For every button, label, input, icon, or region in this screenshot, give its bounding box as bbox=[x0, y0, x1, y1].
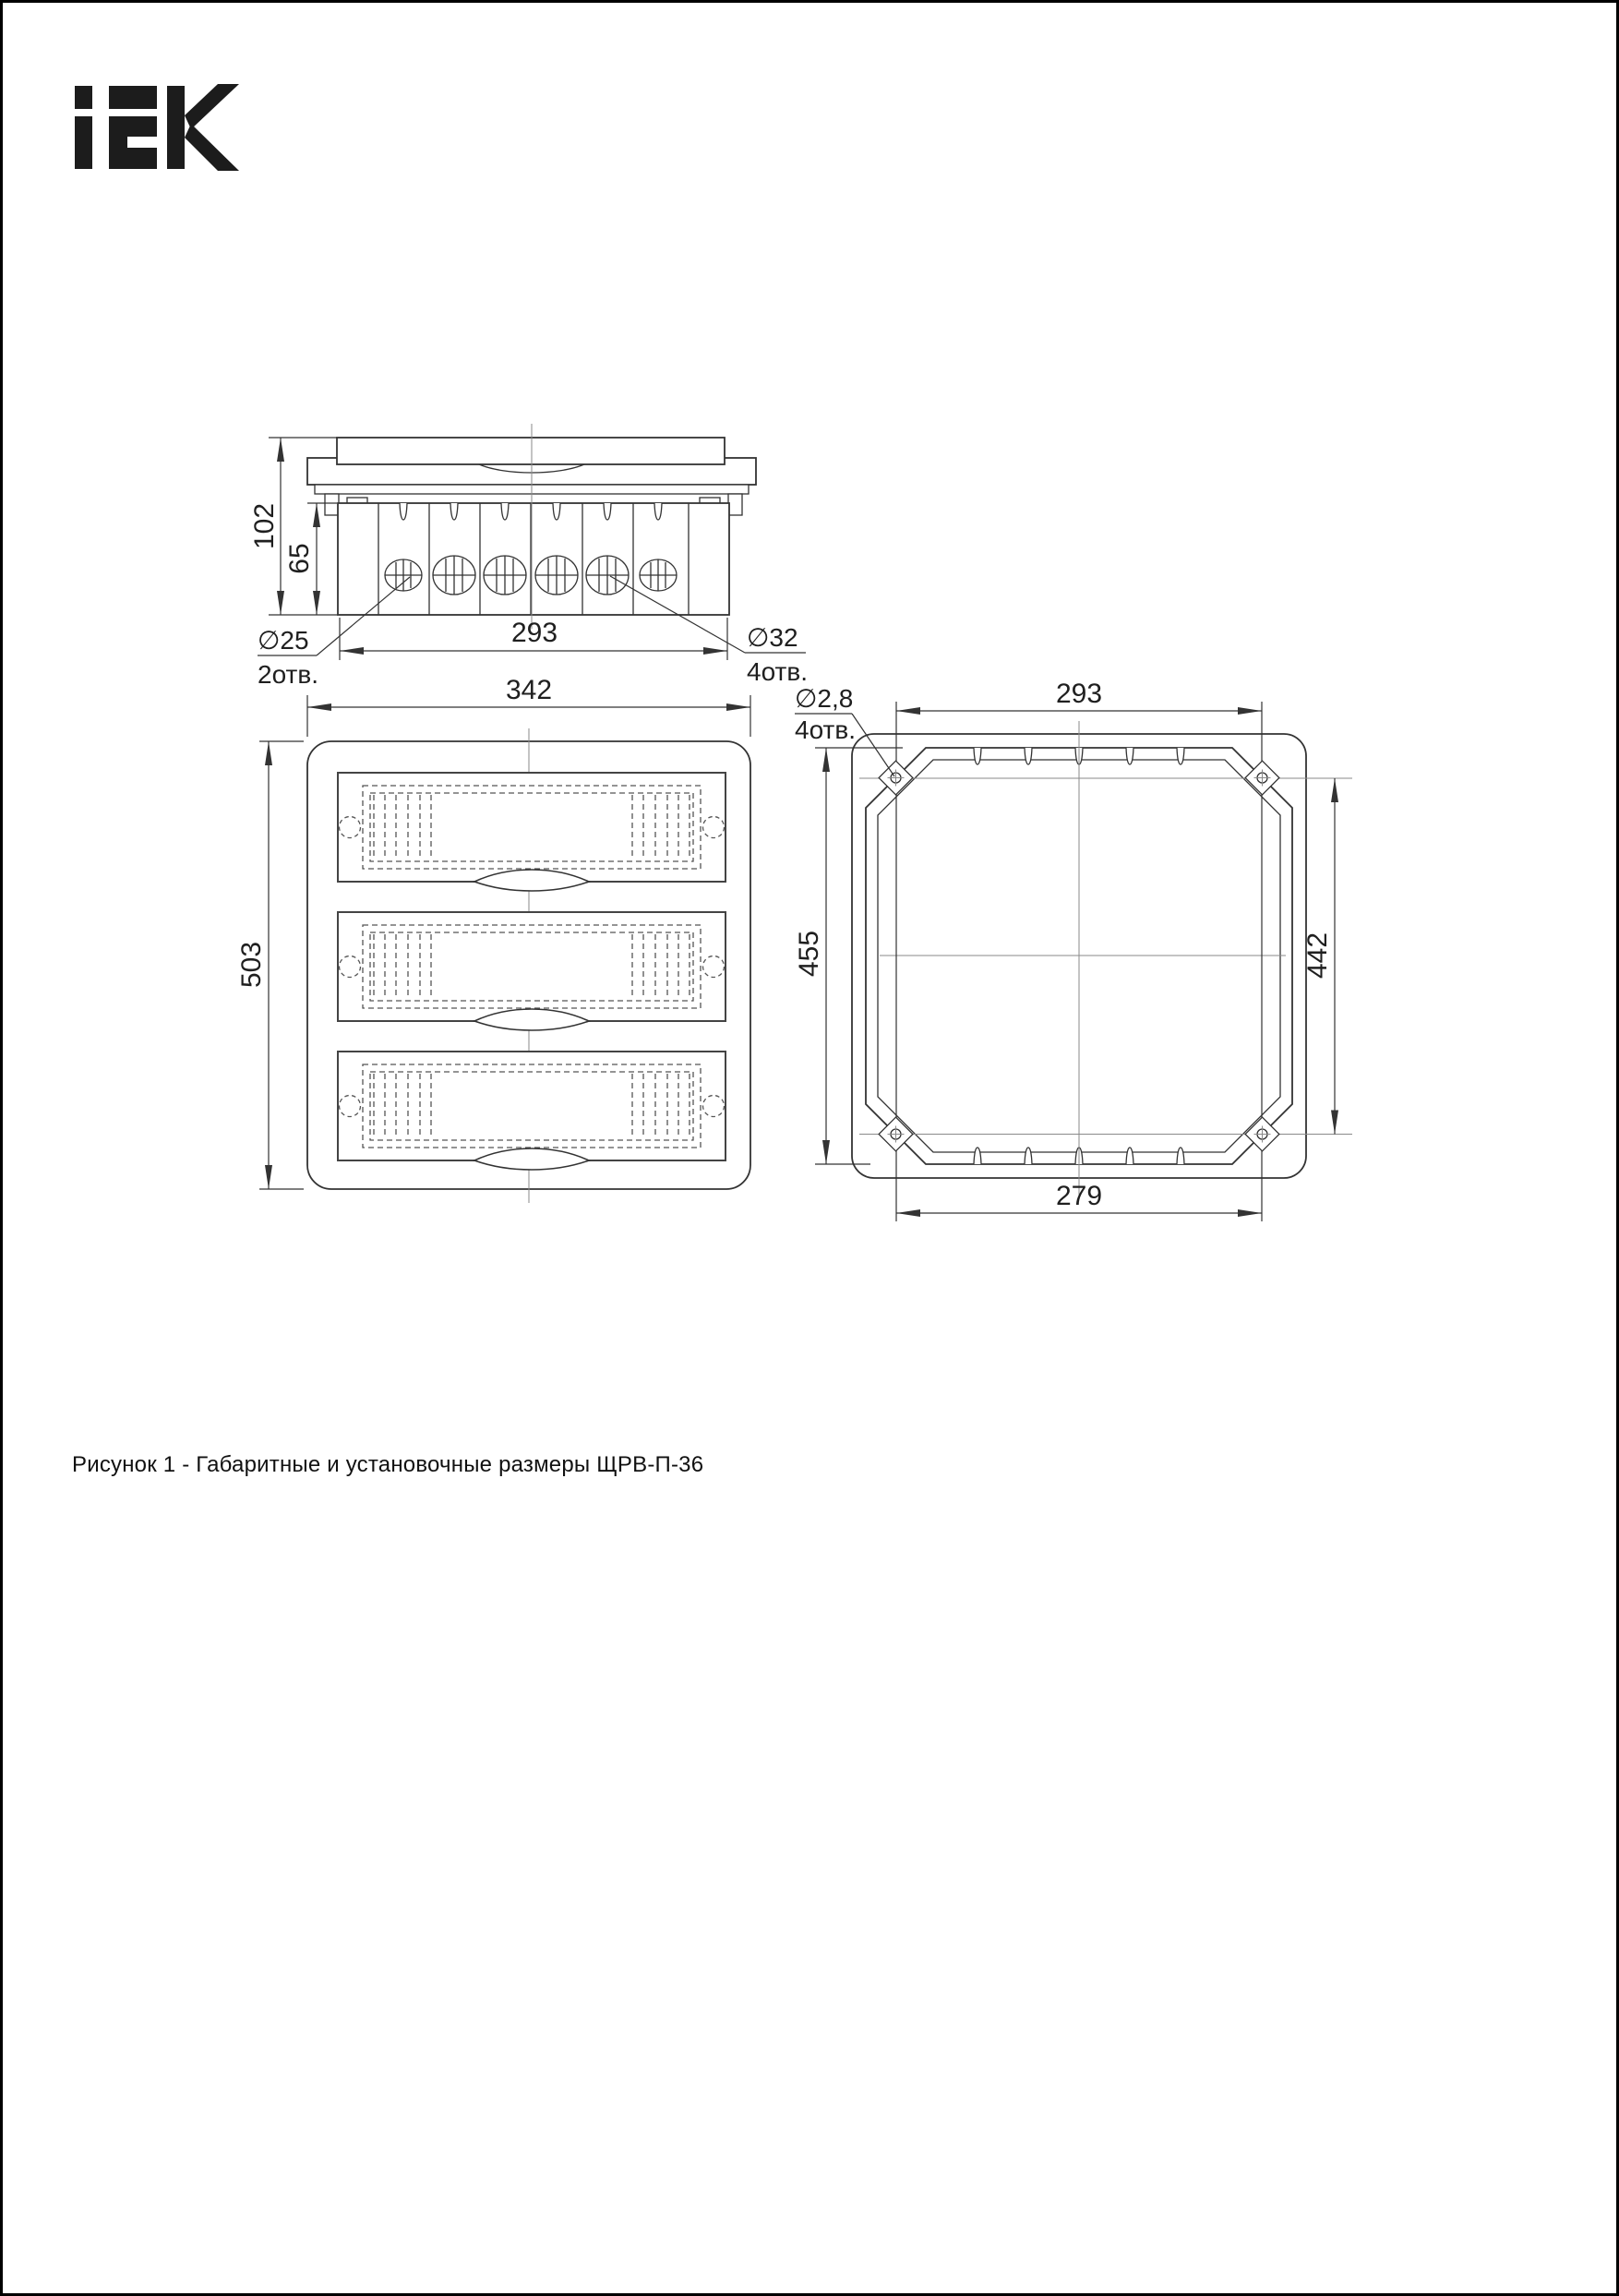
technical-drawing bbox=[3, 3, 1619, 2296]
dim-front-height: 503 bbox=[236, 941, 267, 989]
dim-top-overall-height: 102 bbox=[249, 502, 280, 550]
dim-rear-width-top: 293 bbox=[1055, 679, 1103, 709]
label-large-hole-dia: ∅32 bbox=[747, 623, 798, 652]
dim-rear-height-right: 442 bbox=[1302, 932, 1333, 980]
label-small-hole-dia: ∅25 bbox=[258, 626, 309, 655]
dim-front-width: 342 bbox=[505, 675, 553, 705]
dim-rear-width-bottom: 279 bbox=[1055, 1181, 1103, 1211]
label-large-hole-count: 4отв. bbox=[747, 657, 809, 686]
dim-top-body-height: 65 bbox=[284, 543, 315, 574]
figure-caption: Рисунок 1 - Габаритные и установочные размеры ЩРВ-П-36 bbox=[72, 1452, 704, 1477]
front-view-drawing bbox=[236, 675, 750, 1203]
dim-top-width: 293 bbox=[510, 618, 558, 648]
dim-rear-height-left: 455 bbox=[794, 930, 824, 978]
top-view-drawing bbox=[249, 424, 808, 689]
label-rear-hole-count: 4отв. bbox=[795, 715, 857, 744]
label-rear-hole-dia: ∅2,8 bbox=[795, 684, 854, 713]
iek-logo bbox=[75, 84, 239, 171]
label-small-hole-count: 2отв. bbox=[258, 660, 319, 689]
rear-view-drawing bbox=[794, 679, 1352, 1221]
